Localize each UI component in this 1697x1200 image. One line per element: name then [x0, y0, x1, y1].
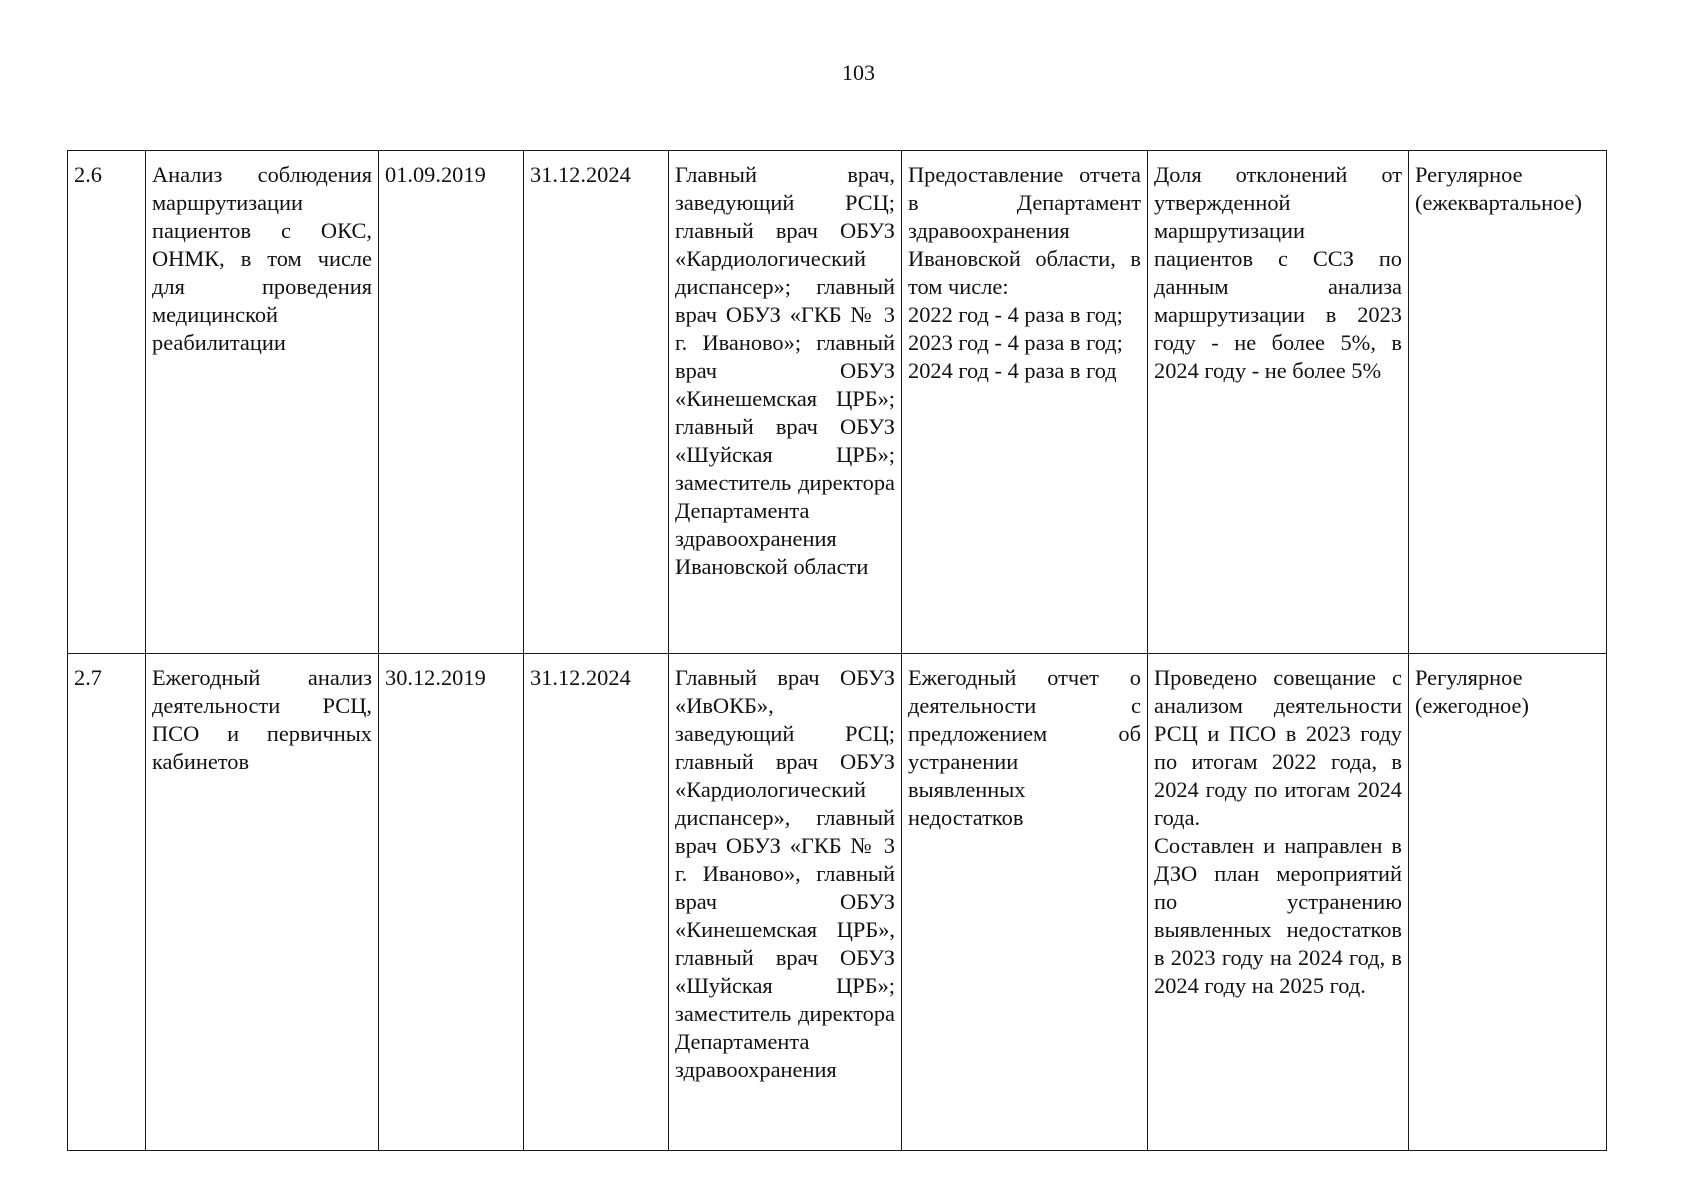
- result-line: 2023 год - 4 раза в год;: [908, 330, 1123, 355]
- result-line: 2024 год - 4 раза в год: [908, 358, 1117, 383]
- event-cell: Ежегодный анализ деятельности РСЦ, ПСО и первичных кабинетов: [146, 654, 379, 1151]
- table-row: [68, 654, 1607, 1151]
- indicator-line: Составлен и направлен в ДЗО план мероприятий по устранению выявленных недостатков в 2023 году на 2024 год, в 2024 году на 2025 год.: [1154, 833, 1402, 998]
- responsible-cell: Главный врач, заведующий РСЦ; главный врач ОБУЗ «Кардиологический диспансер»; главный врач ОБУЗ «ГКБ № 3 г. Иваново»; главный врач ОБУЗ «Кинешемская ЦРБ»; главный врач ОБУЗ «Шуйская ЦРБ»; заместитель директора Департамента здравоохранения Ивановской области: [669, 151, 902, 654]
- row-number: 2.6: [68, 151, 146, 654]
- result-line: Предоставление отчета в Департамент здравоохранения Ивановской области, в том числе:: [908, 162, 1141, 299]
- end-date-cell: 31.12.2024: [524, 654, 669, 1151]
- plan-table: [67, 150, 1607, 1151]
- event-cell: Анализ соблюдения маршрутизации пациентов с ОКС, ОНМК, в том числе для проведения медицинской реабилитации: [146, 151, 379, 654]
- indicator-cell: [1148, 654, 1409, 1151]
- responsible-cell: Главный врач ОБУЗ «ИвОКБ», заведующий РСЦ; главный врач ОБУЗ «Кардиологический диспансер», главный врач ОБУЗ «ГКБ № 3 г. Иваново», главный врач ОБУЗ «Кинешемская ЦРБ», главный врач ОБУЗ «Шуйская ЦРБ»; заместитель директора Департамента здравоохранения: [669, 654, 902, 1151]
- result-cell: [902, 151, 1148, 654]
- frequency-cell: Регулярное (ежеквартальное): [1409, 151, 1607, 654]
- end-date-cell: 31.12.2024: [524, 151, 669, 654]
- indicator-cell: Доля отклонений от утвержденной маршрутизации пациентов с ССЗ по данным анализа маршрутизации в 2023 году - не более 5%, в 2024 году - не более 5%: [1148, 151, 1409, 654]
- indicator-line: Проведено совещание с анализом деятельности РСЦ и ПСО в 2023 году по итогам 2022 года, в 2024 году по итогам 2024 года.: [1154, 665, 1402, 830]
- result-line: Ежегодный отчет о деятельности с предложением об устранении выявленных недостатков: [908, 665, 1141, 830]
- result-line: 2022 год - 4 раза в год;: [908, 302, 1123, 327]
- table-row: [68, 151, 1607, 654]
- page-number: 103: [842, 60, 875, 85]
- result-cell: [902, 654, 1148, 1151]
- start-date-cell: 30.12.2019: [379, 654, 524, 1151]
- frequency-cell: Регулярное (ежегодное): [1409, 654, 1607, 1151]
- row-number: 2.7: [68, 654, 146, 1151]
- start-date-cell: 01.09.2019: [379, 151, 524, 654]
